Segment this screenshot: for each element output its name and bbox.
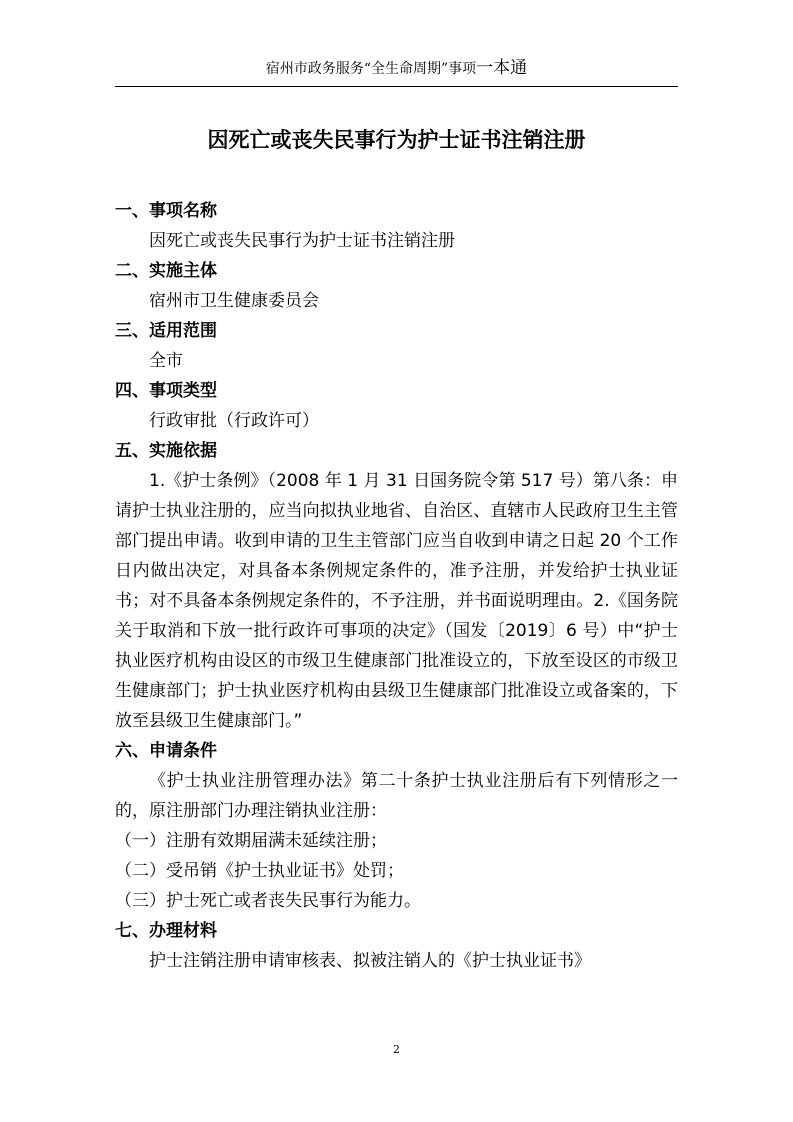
header-rule [115,86,678,87]
page-number: 2 [393,1043,400,1056]
section-body-implementing-body: 宿州市卫生健康委员会 [149,291,319,311]
running-header-text-big: 一本通 [476,58,528,78]
section-heading-implementing-body: 二、实施主体 [115,261,217,281]
section-body-item-type: 行政审批（行政许可） [149,411,319,431]
section-heading-item-type: 四、事项类型 [115,381,217,401]
section-body-legal-basis: 1.《护士条例》（2008 年 1 月 31 日国务院令第 517 号）第八条：申请护士执业注册的，应当向拟执业地省、自治区、直辖市人民政府卫生主管部门提出申请。收到申请的卫生主管部门应当自收到申请之日起 20 个工作日内做出决定，对具备本条例规定条件的，准予注册，并发给护士执业证书；对不具备本条例规定条件的，不予注册，并书面说明理由。2.《国务院关于取消和下放一批行政许可事项的决定》（国发〔2019〕6 号）中“护士执业医疗机构由设区的市级卫生健康部门批准设立的，下放至设区的市级卫生健康部门；护士执业医疗机构由县级卫生健康部门批准设立或备案的，下放至县级卫生健康部门。” [115,471,678,731]
condition-item: （二）受吊销《护士执业证书》处罚； [115,861,404,881]
section-heading-materials: 七、办理材料 [115,921,217,941]
section-body-item-name: 因死亡或丧失民事行为护士证书注销注册 [149,231,455,251]
section-heading-scope: 三、适用范围 [115,321,217,341]
condition-item: （一）注册有效期届满未延续注册； [115,831,387,851]
section-body-conditions-intro: 《护士执业注册管理办法》第二十条护士执业注册后有下列情形之一的，原注册部门办理注销执业注册： [115,771,678,821]
section-heading-item-name: 一、事项名称 [115,201,217,221]
section-heading-legal-basis: 五、实施依据 [115,441,217,461]
condition-item: （三）护士死亡或者丧失民事行为能力。 [115,891,421,911]
running-header-text: 宿州市政务服务“全生命周期”事项 [265,61,477,77]
section-body-materials: 护士注销注册申请审核表、拟被注销人的《护士执业证书》 [149,951,591,971]
document-body [115,196,678,976]
section-heading-conditions: 六、申请条件 [115,741,217,761]
running-header [0,58,793,79]
document-title: 因死亡或丧失民事行为护士证书注销注册 [207,128,586,152]
section-body-scope: 全市 [149,351,183,371]
